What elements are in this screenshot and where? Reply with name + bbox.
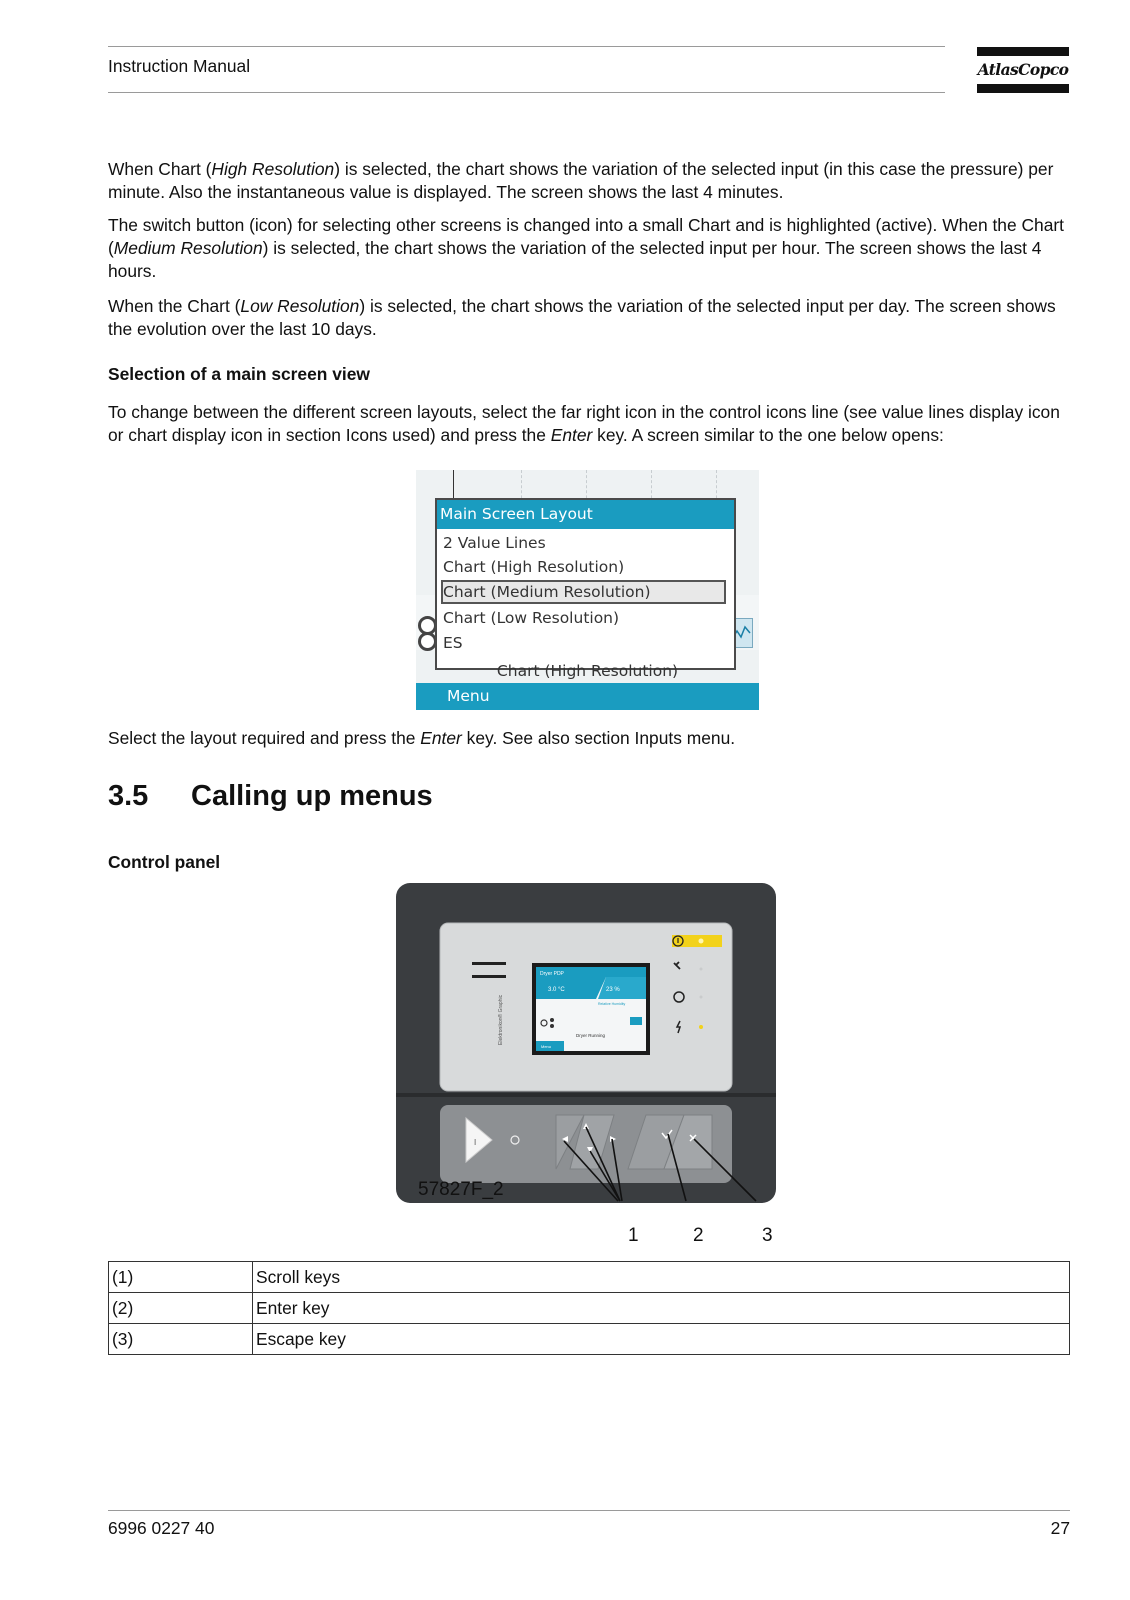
legend-description: Enter key xyxy=(253,1293,1070,1324)
main-screen-layout-screenshot xyxy=(416,470,759,710)
menu-label: Menu xyxy=(447,687,490,705)
legend-table xyxy=(108,1261,1070,1355)
paragraph-change-layout: To change between the different screen layouts, select the far right icon in the control icons line (see value lines display icon or chart display icon in section Icons used) and press the Enter key. A screen similar to the one below opens: xyxy=(108,402,1060,445)
legend-number: (1) xyxy=(109,1262,253,1293)
control-panel-figure xyxy=(396,883,776,1213)
screen-caption: Chart (High Resolution) xyxy=(496,662,679,680)
layout-option[interactable]: Chart (Low Resolution) xyxy=(443,609,620,627)
screen-sub-label: Relative Humidity xyxy=(598,1002,626,1006)
logo-text: AtlasCopco xyxy=(977,60,1069,79)
header-rule-top xyxy=(108,46,945,47)
layout-option[interactable]: Chart (High Resolution) xyxy=(443,558,625,576)
subheading-control-panel: Control panel xyxy=(108,852,221,872)
side-label: Elektronikon® Graphic xyxy=(498,994,504,1045)
footer-rule xyxy=(108,1510,1070,1511)
screen-header: Dryer PDP xyxy=(540,971,564,977)
layout-option-selected[interactable]: Chart (Medium Resolution) xyxy=(441,580,726,604)
section-number: 3.5 xyxy=(108,780,149,812)
figure-id: 57827F_2 xyxy=(418,1179,504,1200)
layout-option[interactable]: 2 Value Lines xyxy=(443,534,546,552)
legend-number: (3) xyxy=(109,1324,253,1355)
layout-popup-menu xyxy=(435,498,736,670)
page-number: 27 xyxy=(1050,1518,1070,1538)
screen-menu-label: Menu xyxy=(541,1044,552,1049)
table-row xyxy=(109,1324,1070,1355)
legend-description: Escape key xyxy=(253,1324,1070,1355)
popup-title: Main Screen Layout xyxy=(437,500,734,529)
screen-value1: 3.0 °C xyxy=(548,987,565,993)
document-number: 6996 0227 40 xyxy=(108,1518,215,1538)
header-rule-bottom xyxy=(108,92,945,93)
table-row xyxy=(109,1293,1070,1324)
legend-number: (2) xyxy=(109,1293,253,1324)
paragraph-medium-resolution: The switch button (icon) for selecting other screens is changed into a small Chart and is highlighted (active). When the Chart (Medium Resolution) is selected, the chart shows the variation of the selected input per hour. The screen shows the last 4 hours. xyxy=(108,215,1064,281)
screen-status: Dryer Running xyxy=(576,1033,606,1038)
paragraph-low-resolution: When the Chart (Low Resolution) is selected, the chart shows the variation of the selected input per day. The screen shows the evolution over the last 10 days. xyxy=(108,296,1056,339)
legend-description: Scroll keys xyxy=(253,1262,1070,1293)
table-row xyxy=(109,1262,1070,1293)
menu-bar[interactable] xyxy=(416,683,759,710)
callout-2: 2 xyxy=(693,1225,704,1246)
paragraph-select-layout: Select the layout required and press the Enter key. See also section Inputs menu. xyxy=(108,728,736,748)
section-heading-main-screen-view: Selection of a main screen view xyxy=(108,364,370,384)
layout-option[interactable]: ES xyxy=(443,634,463,652)
section-title-text: Calling up menus xyxy=(191,780,433,812)
header-title: Instruction Manual xyxy=(108,56,251,76)
svg-text:I: I xyxy=(474,1138,477,1147)
paragraph-high-resolution: When Chart (High Resolution) is selected, the chart shows the variation of the selected input (in this case the pressure) per minute. Also the instantaneous value is displayed. The screen shows the last 4 minutes. xyxy=(108,159,1054,202)
callout-3: 3 xyxy=(762,1225,773,1246)
callout-1: 1 xyxy=(628,1225,639,1246)
screen-value2: 23 % xyxy=(606,987,620,993)
atlas-copco-logo xyxy=(977,47,1069,93)
